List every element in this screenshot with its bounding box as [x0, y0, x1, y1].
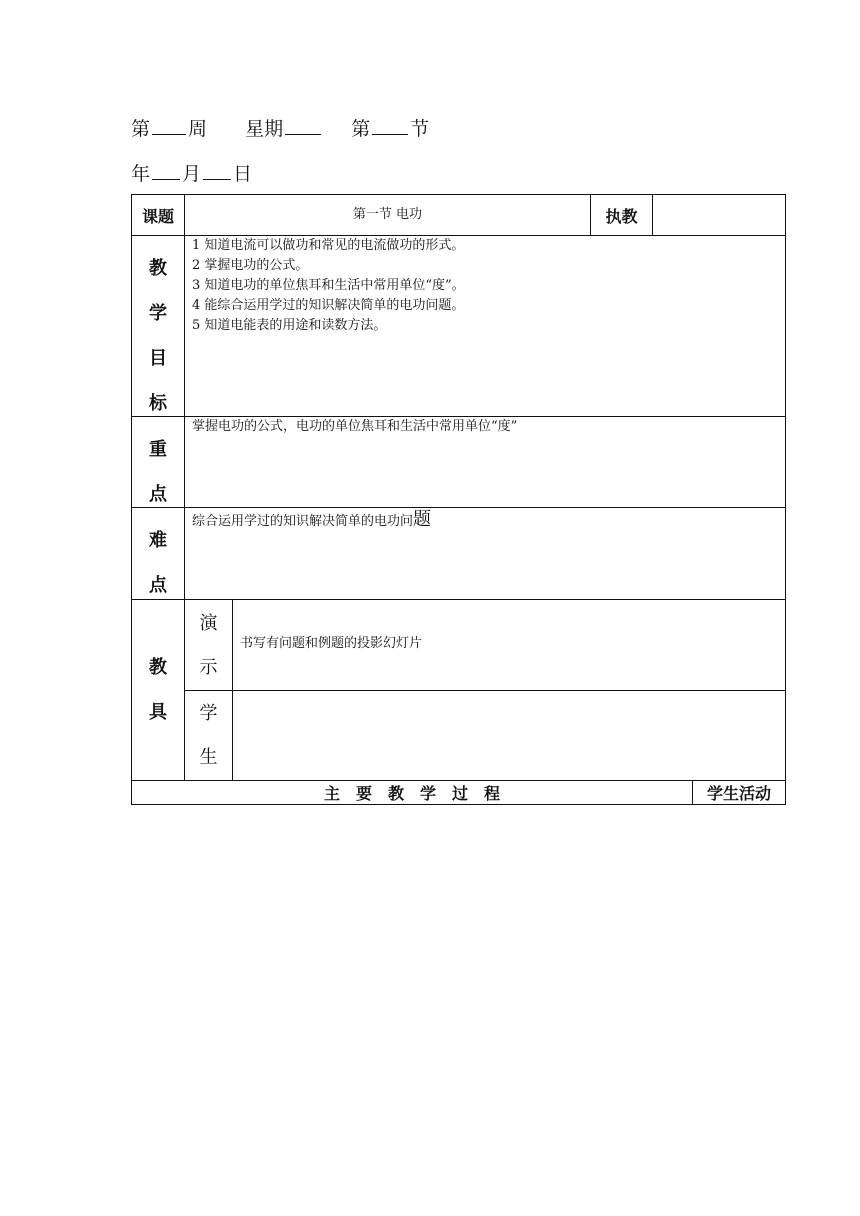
topic-label: 课题 — [141, 206, 174, 226]
teacher-value — [653, 195, 785, 235]
week-prefix: 第 — [131, 118, 151, 140]
schedule-line — [131, 114, 429, 141]
objective-item: 1 知道电流可以做功和常见的电流做功的形式。 — [192, 238, 465, 253]
demo-label: 演 示 — [199, 613, 218, 678]
year-blank — [152, 161, 180, 180]
objectives-list — [192, 236, 782, 336]
weekday-blank — [285, 116, 321, 135]
objective-item: 4 能综合运用学过的知识解决简单的电功问题。 — [192, 298, 465, 313]
objective-item: 3 知道电功的单位焦耳和生活中常用单位“度”。 — [192, 278, 465, 293]
section-suffix: 节 — [410, 118, 430, 140]
difficulty-text: 综合运用学过的知识解决简单的电功问题 — [192, 509, 432, 530]
day-label: 日 — [233, 163, 253, 185]
teacher-label: 执教 — [605, 206, 638, 226]
week-suffix: 周 — [188, 118, 208, 140]
section-blank — [372, 116, 408, 135]
tools-label: 教 具 — [149, 657, 167, 723]
demo-value: 书写有问题和例题的投影幻灯片 — [240, 636, 423, 651]
weekday-label: 星期 — [245, 118, 284, 140]
objective-item: 2 掌握电功的公式。 — [192, 258, 309, 273]
topic-value: 第一节 电功 — [352, 207, 423, 222]
student-label: 学 生 — [199, 703, 218, 768]
section-prefix: 第 — [351, 118, 371, 140]
week-blank — [152, 116, 186, 135]
objective-item: 5 知道电能表的用途和读数方法。 — [192, 318, 387, 333]
month-blank — [203, 161, 231, 180]
key-points-label: 重 点 — [149, 439, 167, 505]
activity-header: 学生活动 — [706, 784, 771, 803]
month-label: 月 — [182, 163, 202, 185]
process-header: 主 要 教 学 过 程 — [323, 784, 500, 803]
date-line — [131, 159, 252, 186]
objectives-label: 教 学 目 标 — [149, 258, 167, 414]
key-points-text: 掌握电功的公式，电功的单位焦耳和生活中常用单位“度” — [192, 419, 518, 434]
difficulty-label: 难 点 — [149, 530, 167, 596]
year-label: 年 — [131, 163, 151, 185]
